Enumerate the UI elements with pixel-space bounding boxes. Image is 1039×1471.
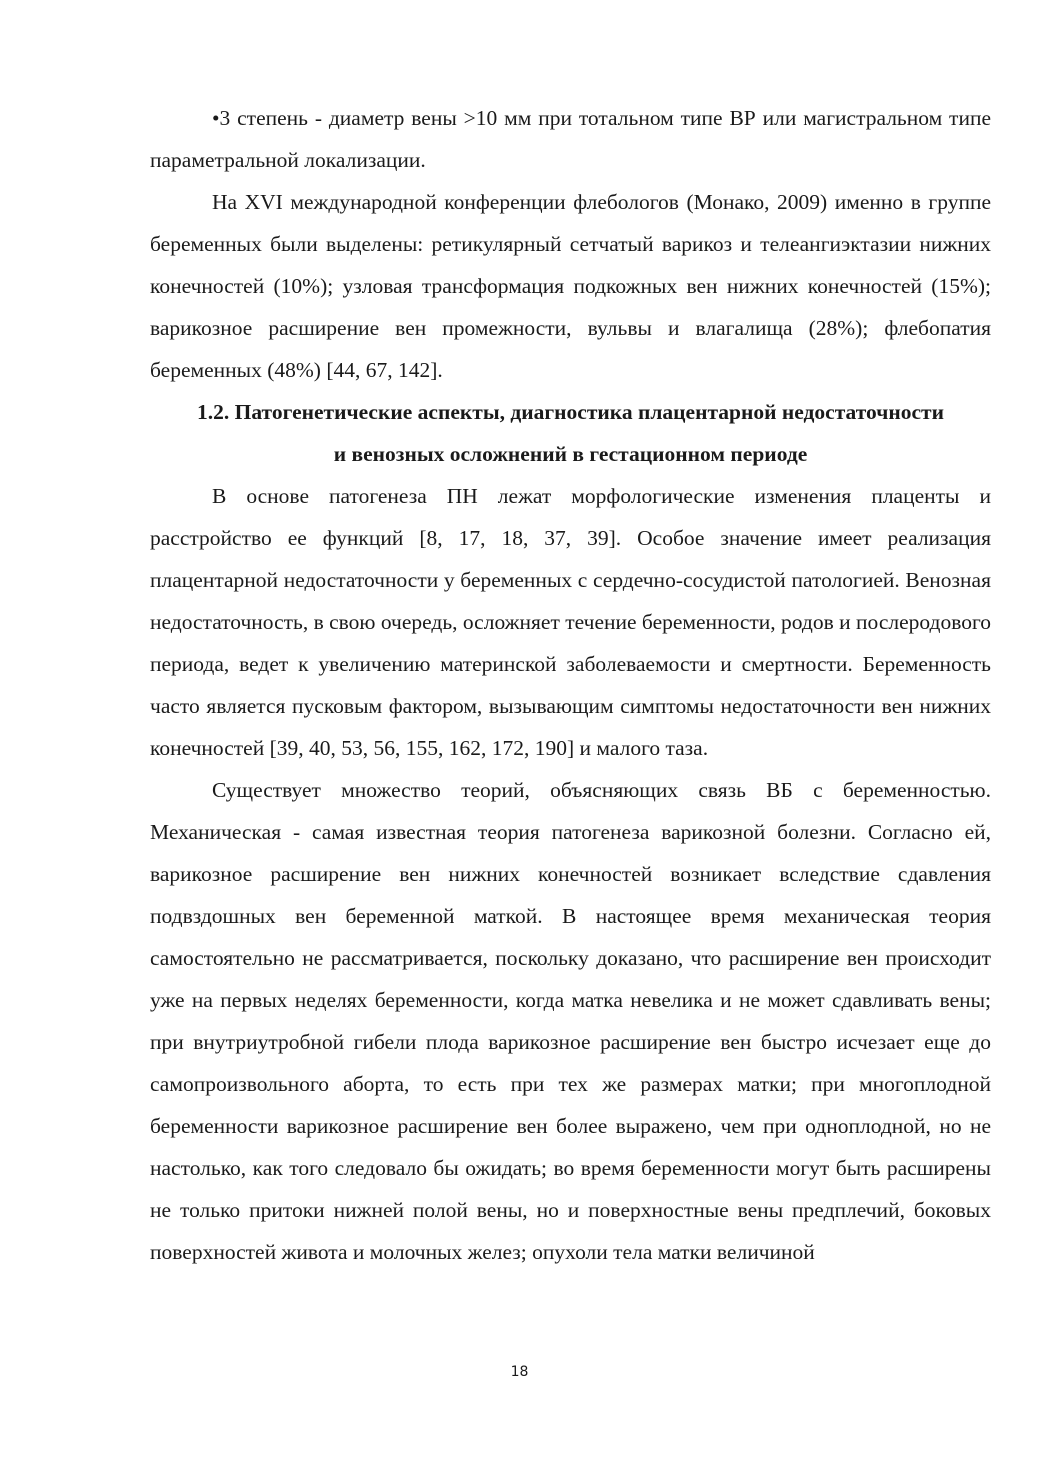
- bullet-paragraph: •3 степень - диаметр вены >10 мм при тотальном типе ВР или магистральном типе параметральной локализации.: [150, 106, 991, 172]
- pathogenesis-paragraph: В основе патогенеза ПН лежат морфологические изменения плаценты и расстройство ее функций [8, 17, 18, 37, 39]. Особое значение имеет реализация плацентарной недостаточности у беременных с сердечно-сосудистой патологией. Венозная недостаточность, в свою очередь, осложняет течение беременности, родов и послеродового периода, ведет к увеличению материнской заболеваемости и смертности. Беременность часто является пусковым фактором, вызывающим симптомы недостаточности вен нижних конечностей [39, 40, 53, 56, 155, 162, 172, 190] и малого таза.: [150, 484, 991, 760]
- theories-paragraph: Существует множество теорий, объясняющих связь ВБ с беременностью. Механическая - самая известная теория патогенеза варикозной болезни. Согласно ей, варикозное расширение вен нижних конечностей возникает вследствие сдавления подвздошных вен беременной маткой. В настоящее время механическая теория самостоятельно не рассматривается, поскольку доказано, что расширение вен происходит уже на первых неделях беременности, когда матка невелика и не может сдавливать вены; при внутриутробной гибели плода варикозное расширение вен быстро исчезает еще до самопроизвольного аборта, то есть при тех же размерах матки; при многоплодной беременности варикозное расширение вен более выражено, чем при одноплодной, но не настолько, как того следовало бы ожидать; во время беременности могут быть расширены не только притоки нижней полой вены, но и поверхностные вены предплечий, боковых поверхностей живота и молочных желез; опухоли тела матки величиной: [150, 778, 991, 1264]
- page-body: [150, 97, 991, 1273]
- conference-paragraph: На XVI международной конференции флебологов (Монако, 2009) именно в группе беременных были выделены: ретикулярный сетчатый варикоз и телеангиэктазии нижних конечностей (10%); узловая трансформация подкожных вен нижних конечностей (15%); варикозное расширение вен промежности, вульвы и влагалища (28%); флебопатия беременных (48%) [44, 67, 142].: [150, 190, 991, 382]
- section-heading: 1.2. Патогенетические аспекты, диагностика плацентарной недостаточности и венозных осложнений в гестационном периоде: [197, 400, 944, 466]
- page-number: 18: [510, 1364, 529, 1380]
